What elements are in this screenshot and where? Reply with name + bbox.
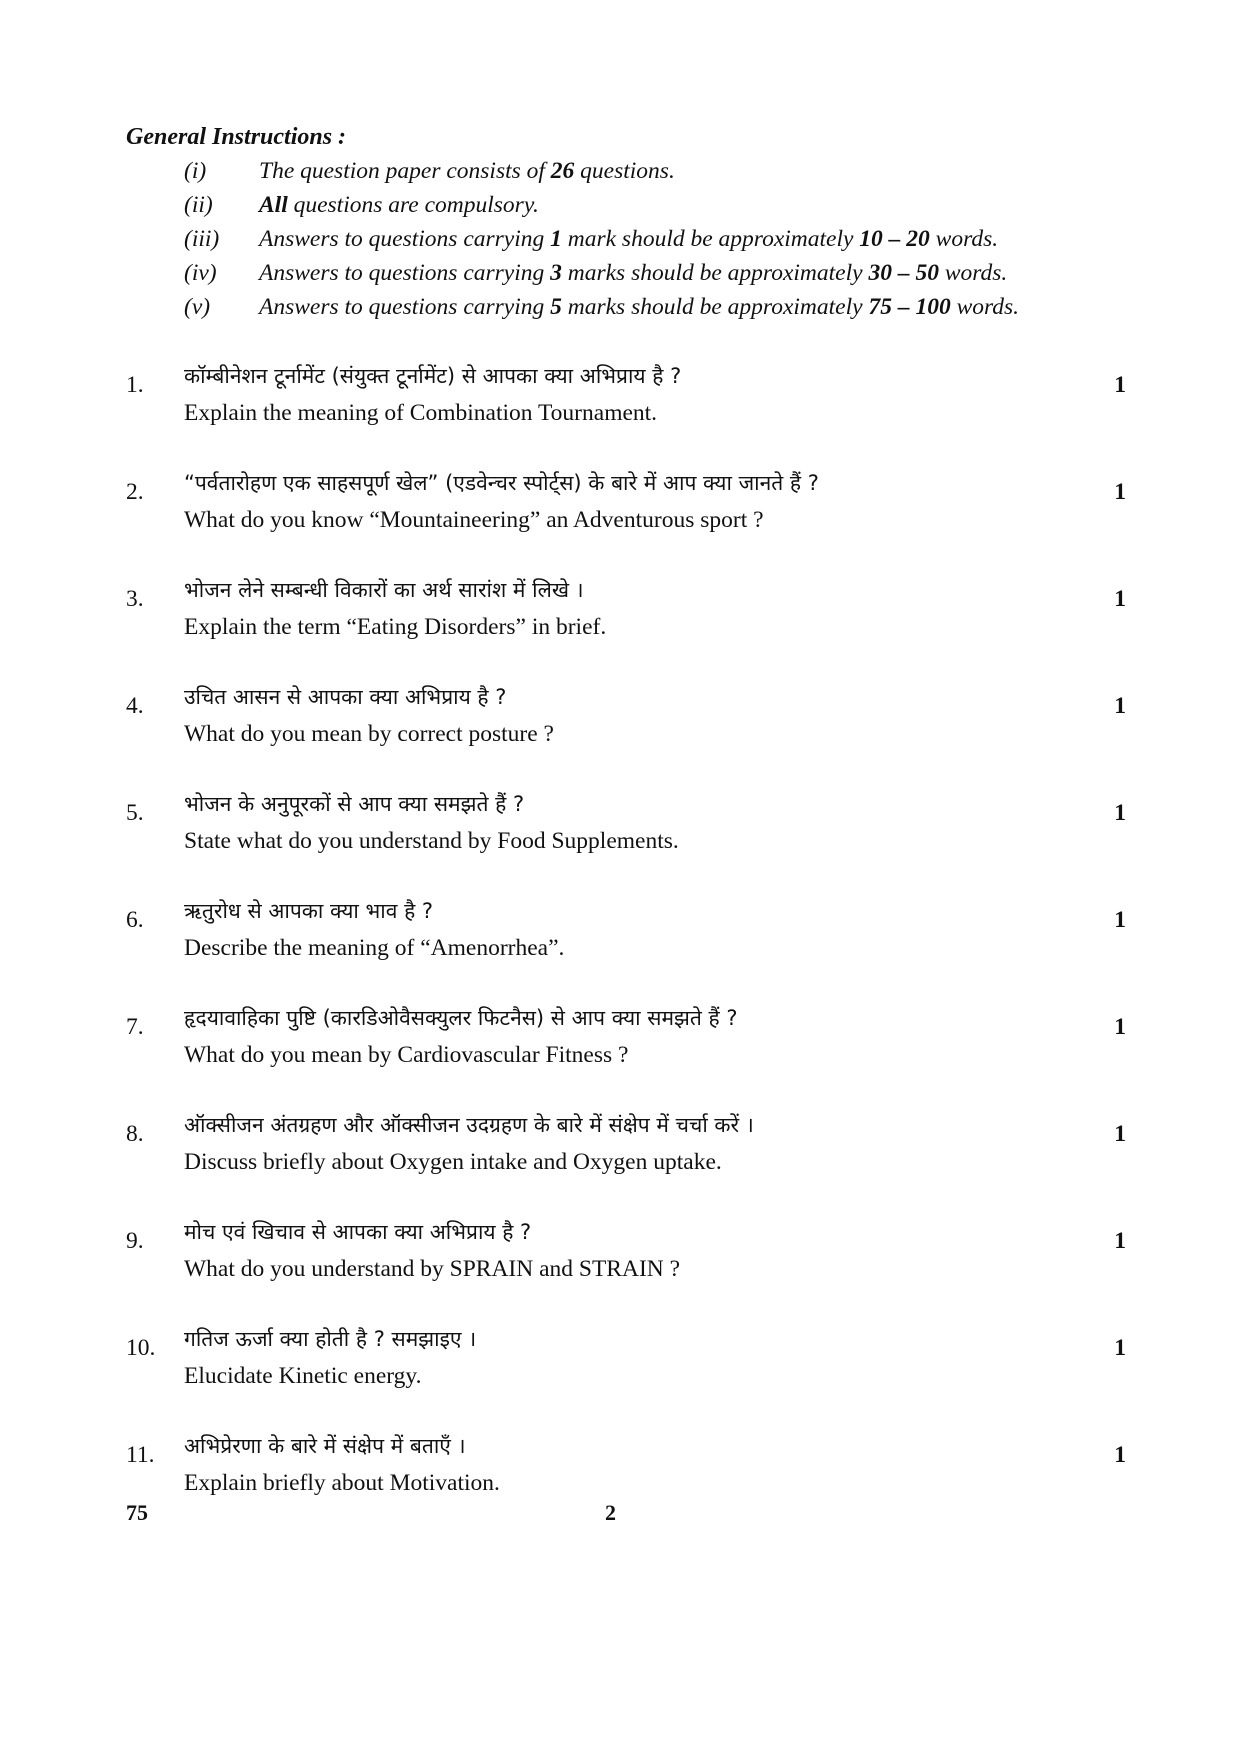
question-number: 2. [126,479,144,505]
question-marks: 1 [1114,1335,1126,1361]
question-marks: 1 [1114,586,1126,612]
question-text-english: What do you mean by Cardiovascular Fitness ? [184,1042,629,1068]
question-number: 11. [126,1442,155,1468]
instructions-title: General Instructions : [126,124,347,150]
question-text-hindi: अभिप्रेरणा के बारे में संक्षेप में बताएँ । [184,1434,466,1458]
instruction-item: (iii) Answers to questions carrying 1 mark should be approximately 10 – 20 words. [184,226,999,252]
question-number: 7. [126,1014,144,1040]
question-marks: 1 [1114,372,1126,398]
instruction-number: (iii) [184,226,220,252]
instruction-item: (v) Answers to questions carrying 5 marks should be approximately 75 – 100 words. [184,294,1020,320]
question-text-hindi: ऑक्सीजन अंतग्रहण और ऑक्सीजन उदग्रहण के बारे में संक्षेप में चर्चा करें । [184,1113,754,1137]
question-text-hindi: मोच एवं खिचाव से आपका क्या अभिप्राय है ? [184,1220,532,1244]
question-text-english: Explain the meaning of Combination Tournament. [184,400,658,426]
question-text-hindi: भोजन के अनुपूरकों से आप क्या समझते हैं ? [184,792,525,816]
question-marks: 1 [1114,479,1126,505]
question-text-english: What do you know “Mountaineering” an Adventurous sport ? [184,507,764,533]
question-marks: 1 [1114,907,1126,933]
question-marks: 1 [1114,800,1126,826]
page-number: 2 [605,1500,616,1525]
question-marks: 1 [1114,1121,1126,1147]
question-number: 3. [126,586,144,612]
question-text-english: Elucidate Kinetic energy. [184,1363,422,1389]
instruction-item: (iv) Answers to questions carrying 3 marks should be approximately 30 – 50 words. [184,260,1008,286]
question-text-hindi: “पर्वतारोहण एक साहसपूर्ण खेल” (एडवेन्चर स्पोर्ट्स) के बारे में आप क्या जानते हैं ? [184,471,819,495]
question-text-english: Discuss briefly about Oxygen intake and Oxygen uptake. [184,1149,722,1175]
instruction-number: (iv) [184,260,217,286]
question-text-english: What do you understand by SPRAIN and STRAIN ? [184,1256,681,1282]
question-text-hindi: गतिज ऊर्जा क्या होती है ? समझाइए । [184,1327,477,1351]
instruction-number: (ii) [184,192,213,218]
question-text-hindi: हृदयावाहिका पुष्टि (कारडिओवैसक्युलर फिटनैस) से आप क्या समझते हैं ? [184,1006,738,1030]
instruction-item: (i) The question paper consists of 26 questions. [184,158,675,184]
question-number: 1. [126,372,144,398]
question-marks: 1 [1114,693,1126,719]
question-text-english: What do you mean by correct posture ? [184,721,554,747]
question-text-english: Explain briefly about Motivation. [184,1470,500,1496]
question-number: 8. [126,1121,144,1147]
question-number: 9. [126,1228,144,1254]
question-number: 10. [126,1335,156,1361]
question-number: 5. [126,800,144,826]
question-text-english: State what do you understand by Food Supplements. [184,828,679,854]
instruction-number: (i) [184,158,207,184]
question-marks: 1 [1114,1014,1126,1040]
instruction-number: (v) [184,294,211,320]
question-marks: 1 [1114,1228,1126,1254]
question-text-hindi: उचित आसन से आपका क्या अभिप्राय है ? [184,685,507,709]
question-number: 6. [126,907,144,933]
question-marks: 1 [1114,1442,1126,1468]
paper-code: 75 [126,1500,148,1525]
question-text-english: Explain the term “Eating Disorders” in brief. [184,614,607,640]
question-text-english: Describe the meaning of “Amenorrhea”. [184,935,565,961]
question-text-hindi: ऋतुरोध से आपका क्या भाव है ? [184,899,434,923]
question-number: 4. [126,693,144,719]
instruction-item: (ii) All questions are compulsory. [184,192,539,218]
question-text-hindi: कॉम्बीनेशन टूर्नामेंट (संयुक्त टूर्नामेंट) से आपका क्या अभिप्राय है ? [184,364,682,388]
question-text-hindi: भोजन लेने सम्बन्धी विकारों का अर्थ सारांश में लिखे । [184,578,584,602]
